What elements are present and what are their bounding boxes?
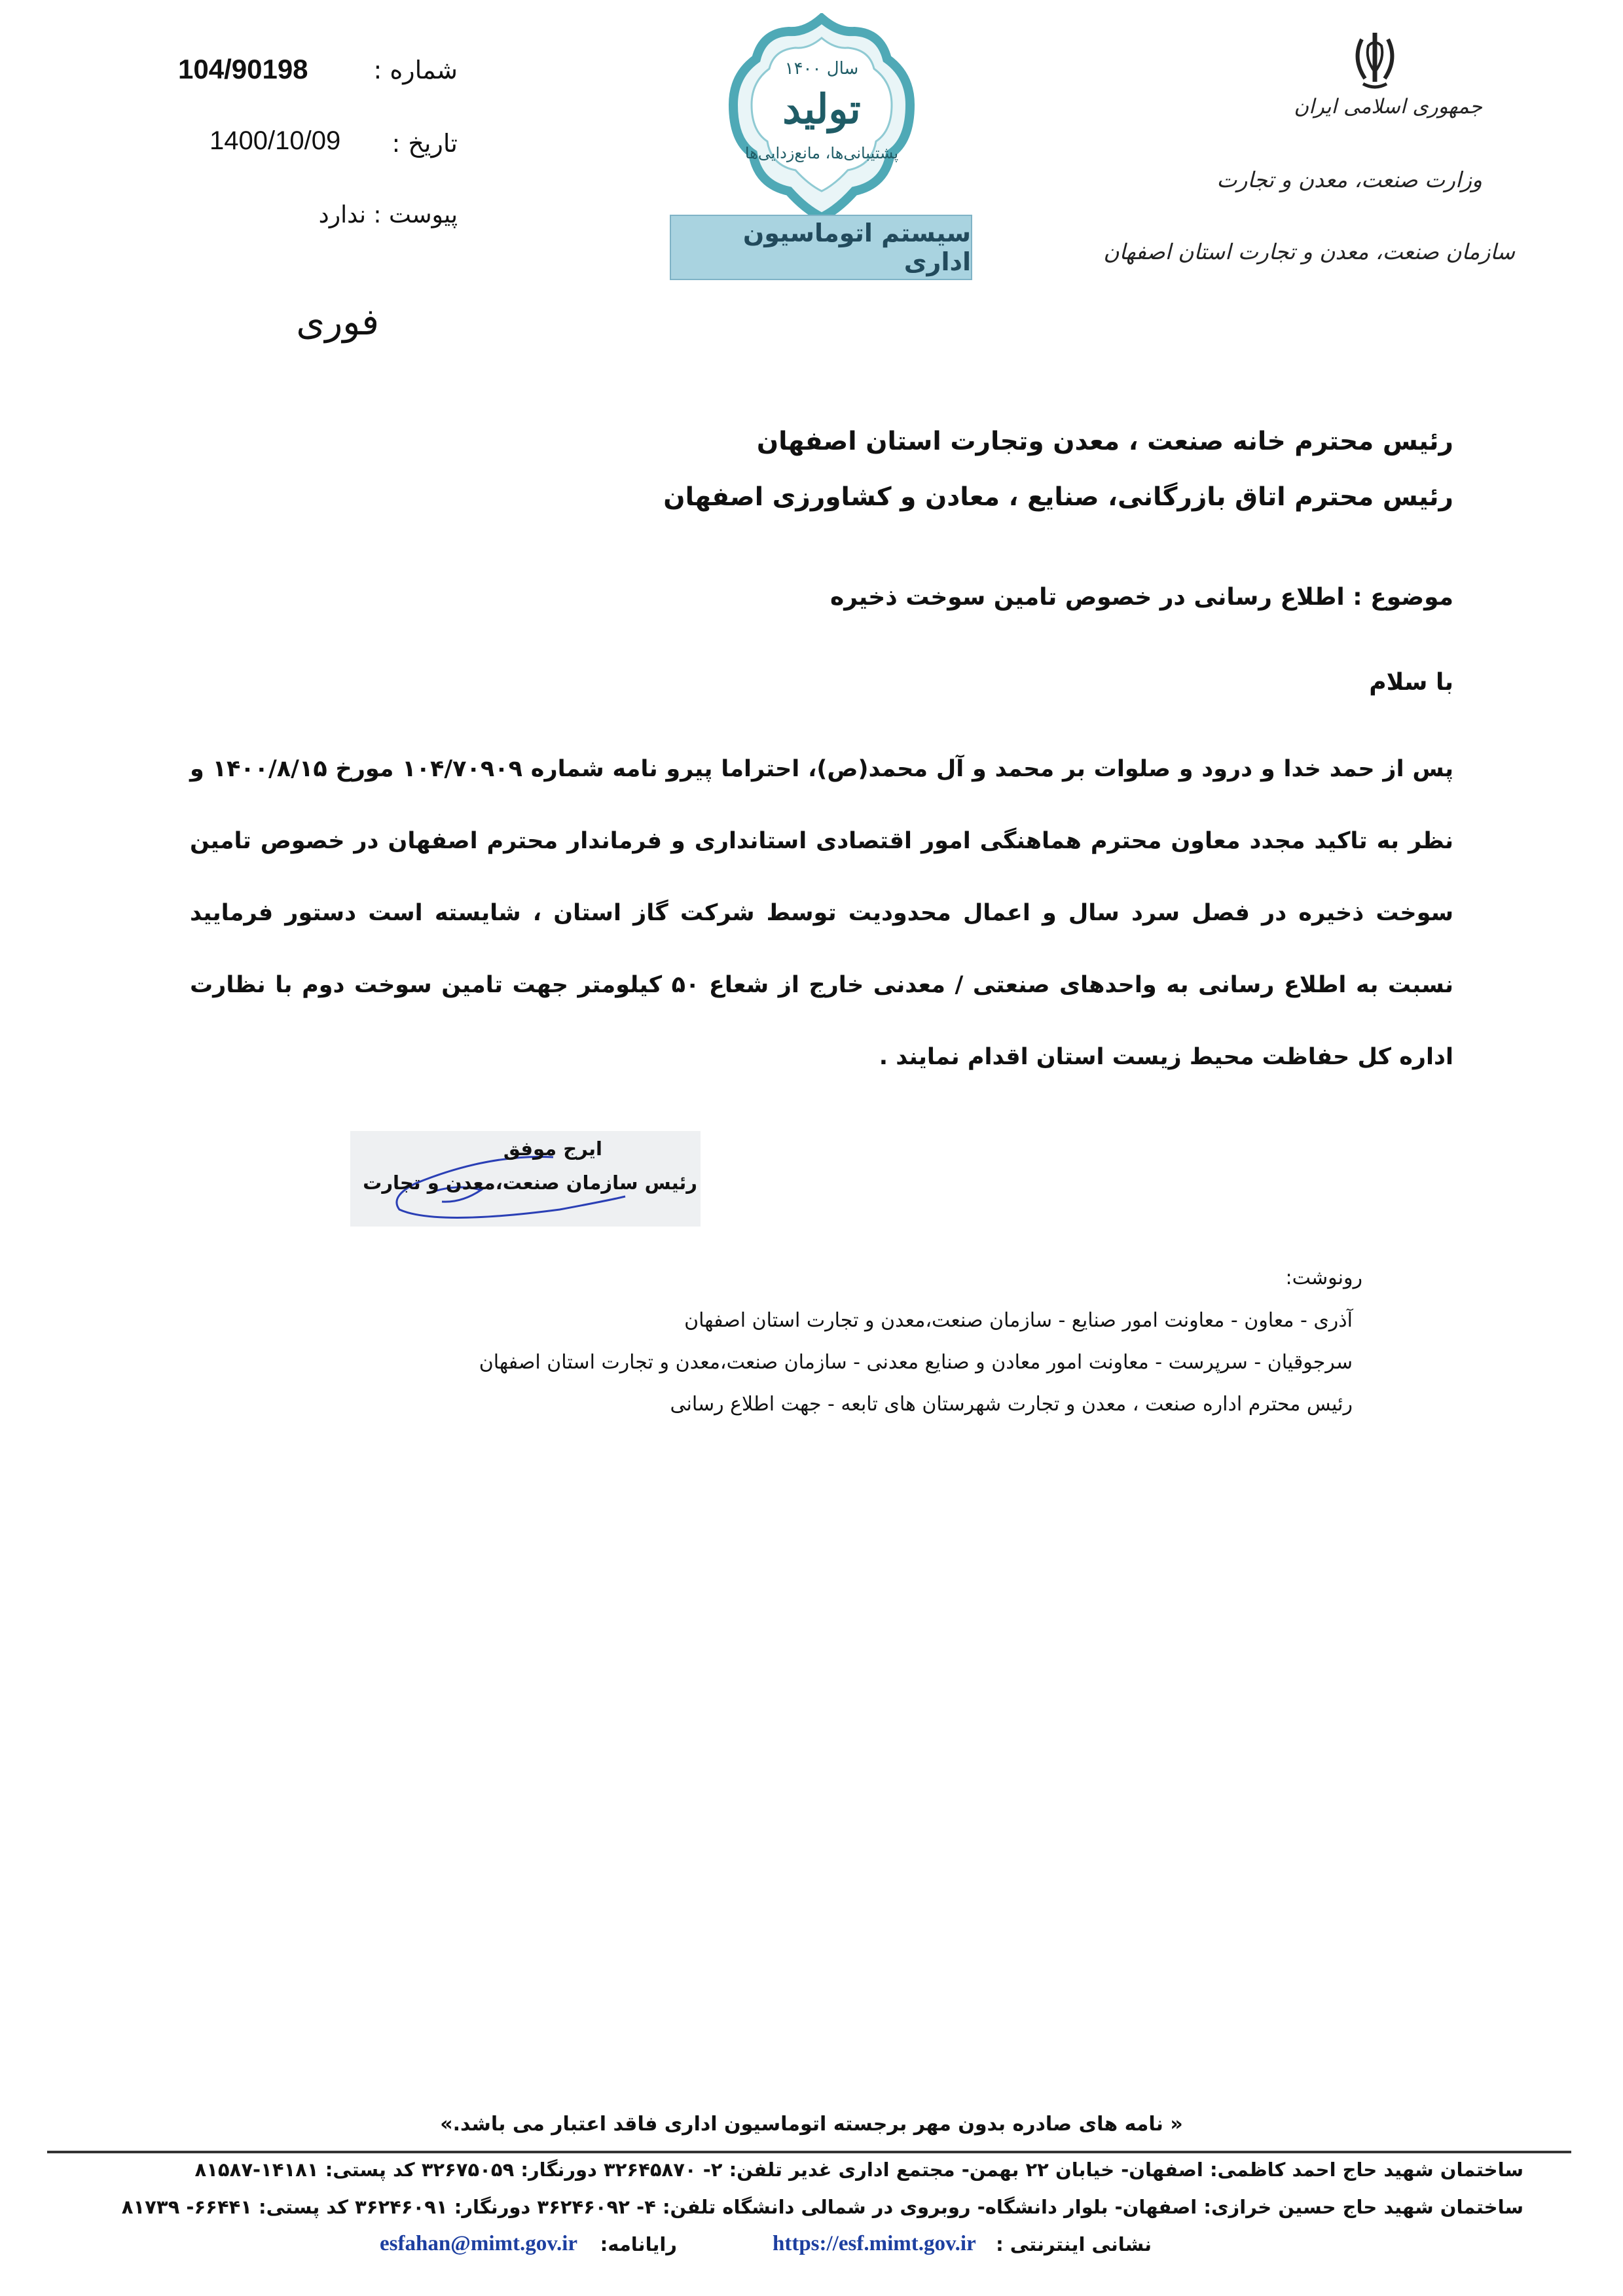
footer-divider bbox=[47, 2151, 1571, 2153]
signatory-name: ایرج موفق bbox=[503, 1138, 602, 1160]
letter-number: 104/90198 bbox=[178, 54, 308, 84]
attachment-label: پیوست : ندارد bbox=[318, 202, 458, 228]
cc-label: رونوشت: bbox=[1285, 1266, 1362, 1289]
number-label: شماره : bbox=[373, 56, 458, 84]
subject-line: موضوع : اطلاع رسانی در خصوص تامین سوخت ذخیره bbox=[830, 584, 1453, 611]
organization-name: سازمان صنعت، معدن و تجارت استان اصفهان bbox=[1103, 239, 1515, 264]
signatory-title: رئیس سازمان صنعت،معدن و تجارت bbox=[363, 1172, 697, 1194]
recipient-1: رئیس محترم خانه صنعت ، معدن وتجارت استان اصفهان bbox=[756, 427, 1453, 456]
date-label: تاریخ : bbox=[392, 129, 458, 158]
email-link[interactable]: esfahan@mimt.gov.ir bbox=[380, 2232, 578, 2255]
ministry-name: وزارت صنعت، معدن و تجارت bbox=[1216, 167, 1482, 192]
website-label: نشانی اینترنتی : bbox=[996, 2233, 1152, 2255]
stamp-subtitle: پشتیبانی‌ها، مانع‌زدایی‌ها bbox=[744, 144, 899, 162]
cc-line-1: آذری - معاون - معاونت امور صنایع - سازمان صنعت،معدن و تجارت استان اصفهان bbox=[684, 1309, 1353, 1332]
cc-line-2: سرجوقیان - سرپرست - معاونت امور معادن و صنایع معدنی - سازمان صنعت،معدن و تجارت استان اصفهان bbox=[479, 1351, 1353, 1374]
letter-body: پس از حمد خدا و درود و صلوات بر محمد و آل محمد(ص)، احتراما پیرو نامه شماره ۱۰۴/۷۰۹۰۹ مورخ ۱۴۰۰/۸/۱۵ و نظر به تاکید مجدد معاون محترم هماهنگی امور اقتصادی استانداری و فرماندار محترم اصفهان در خصوص تامین سوخت ذخیره در فصل سرد سال و اعمال محدودیت توسط شرکت گاز استان ، شایسته است دستور فرمایید نسبت به اطلاع رسانی به واحدهای صنعتی / معدنی خارج از شعاع ۵۰ کیلومتر جهت تامین سوخت دوم با نظارت اداره کل حفاظت محیط زیست استان اقدام نمایند . bbox=[190, 756, 1454, 1070]
email-label: رایانامه: bbox=[600, 2233, 677, 2255]
stamp-title: تولید bbox=[782, 85, 861, 133]
stamp-year: سال ۱۴۰۰ bbox=[784, 59, 859, 79]
iran-emblem-icon bbox=[1342, 26, 1408, 98]
greeting: با سلام bbox=[1369, 669, 1453, 696]
signature-block bbox=[350, 1131, 701, 1227]
footer-notice: « نامه های صادره بدون مهر برجسته اتوماسیون اداری فاقد اعتبار می باشد.» bbox=[440, 2113, 1183, 2136]
letter-date: 1400/10/09 bbox=[210, 126, 341, 155]
cc-line-3: رئیس محترم اداره صنعت ، معدن و تجارت شهرستان های تابعه - جهت اطلاع رسانی bbox=[670, 1393, 1353, 1416]
footer-address-1: ساختمان شهید حاج احمد کاظمی: اصفهان- خیابان ۲۲ بهمن- مجتمع اداری غدیر تلفن: ۲- ۳۲۶۴۵۸۷۰ دورنگار: ۳۲۶۷۵۰۵۹ کد پستی: ۱۴۱۸۱-۸۱۵۸۷ bbox=[194, 2159, 1523, 2181]
country-name: جمهوری اسلامی ایران bbox=[1294, 95, 1482, 118]
office-automation-label: سیستم اتوماسیون اداری bbox=[670, 215, 972, 280]
website-link[interactable]: https://esf.mimt.gov.ir bbox=[773, 2232, 976, 2255]
recipient-2: رئیس محترم اتاق بازرگانی، صنایع ، معادن و کشاورزی اصفهان bbox=[663, 482, 1453, 512]
production-year-logo bbox=[714, 13, 930, 223]
priority-label: فوری bbox=[296, 301, 379, 344]
footer-address-2: ساختمان شهید حاج حسین خرازی: اصفهان- بلوار دانشگاه- روبروی در شمالی دانشگاه تلفن: ۴- ۳۶۲۴۶۰۹۲ دورنگار: ۳۶۲۴۶۰۹۱ کد پستی: ۶۶۴۴۱- ۸۱۷۳۹ bbox=[121, 2196, 1523, 2218]
